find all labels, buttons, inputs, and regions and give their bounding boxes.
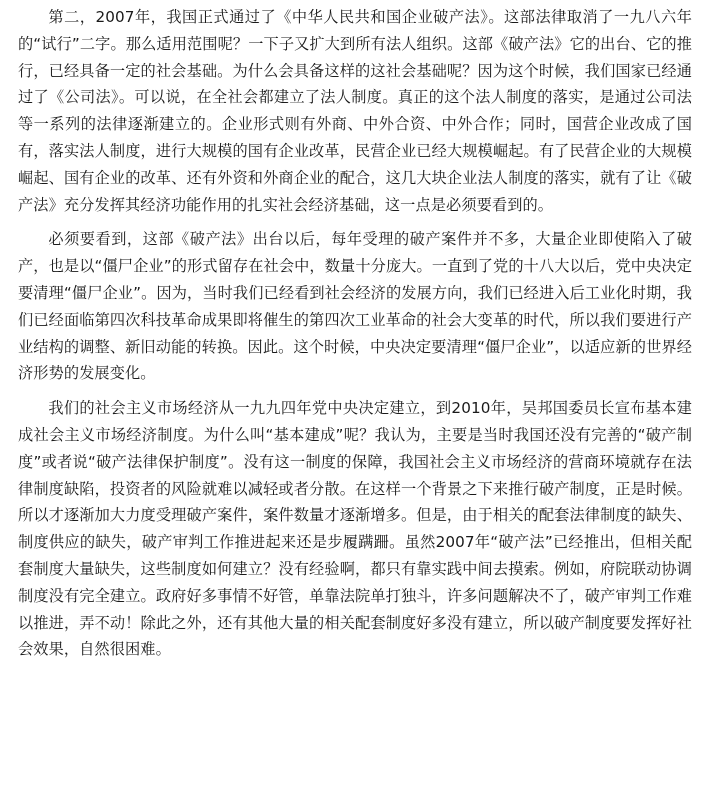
paragraph-1: 第二，2007年，我国正式通过了《中华人民共和国企业破产法》。这部法律取消了一九八六年的“试行”二字。那么适用范围呢？一下子又扩大到所有法人组织。这部《破产法》它的出台、它的推行，已经具备一定的社会基础。为什么会具备这样的这社会基础呢？因为这个时候，我们国家已经通过了《公司法》。可以说，在全社会都建立了法人制度。真正的这个法人制度的落实，是通过公司法等一系列的法律逐渐建立的。企业形式则有外商、中外合资、中外合作；同时，国营企业改成了国有，落实法人制度，进行大规模的国有企业改革，民营企业已经大规模崛起。有了民营企业的大规模崛起、国有企业的改革、还有外资和外商企业的配合，这几大块企业法人制度的落实，就有了让《破产法》充分发挥其经济功能作用的扎实社会经济基础，这一点是必须要看到的。: [18, 8, 692, 214]
paragraph-2: 必须要看到，这部《破产法》出台以后，每年受理的破产案件并不多，大量企业即使陷入了破产，也是以“僵尸企业”的形式留存在社会中，数量十分庞大。一直到了党的十八大以后，党中央决定要清理“僵尸企业”。因为，当时我们已经看到社会经济的发展方向，我们已经进入后工业化时期，我们已经面临第四次科技革命成果即将催生的第四次工业革命的社会大变革的时代，所以我们要进行产业结构的调整、新旧动能的转换。因此。这个时候，中央决定要清理“僵尸企业”，以适应新的世界经济形势的发展变化。: [18, 230, 692, 383]
paragraph-3: 我们的社会主义市场经济从一九九四年党中央决定建立，到2010年，吴邦国委员长宣布基本建成社会主义市场经济制度。为什么叫“基本建成”呢？我认为，主要是当时我国还没有完善的“破产制度”或者说“破产法律保护制度”。没有这一制度的保障，我国社会主义市场经济的营商环境就存在法律制度缺陷，投资者的风险就难以减轻或者分散。在这样一个背景之下来推行破产制度，正是时候。所以才逐渐加大力度受理破产案件，案件数量才逐渐增多。但是，由于相关的配套法律制度的缺失、制度供应的缺失，破产审判工作推进起来还是步履蹒跚。虽然2007年“破产法”已经推出，但相关配套制度大量缺失，这些制度如何建立？没有经验啊，都只有靠实践中间去摸索。例如，府院联动协调制度没有完全建立。政府好多事情不好管，单靠法院单打独斗，许多问题解决不了，破产审判工作难以推进，弄不动！除此之外，还有其他大量的相关配套制度好多没有建立，所以破产制度要发挥好社会效果，自然很困难。: [18, 399, 692, 659]
